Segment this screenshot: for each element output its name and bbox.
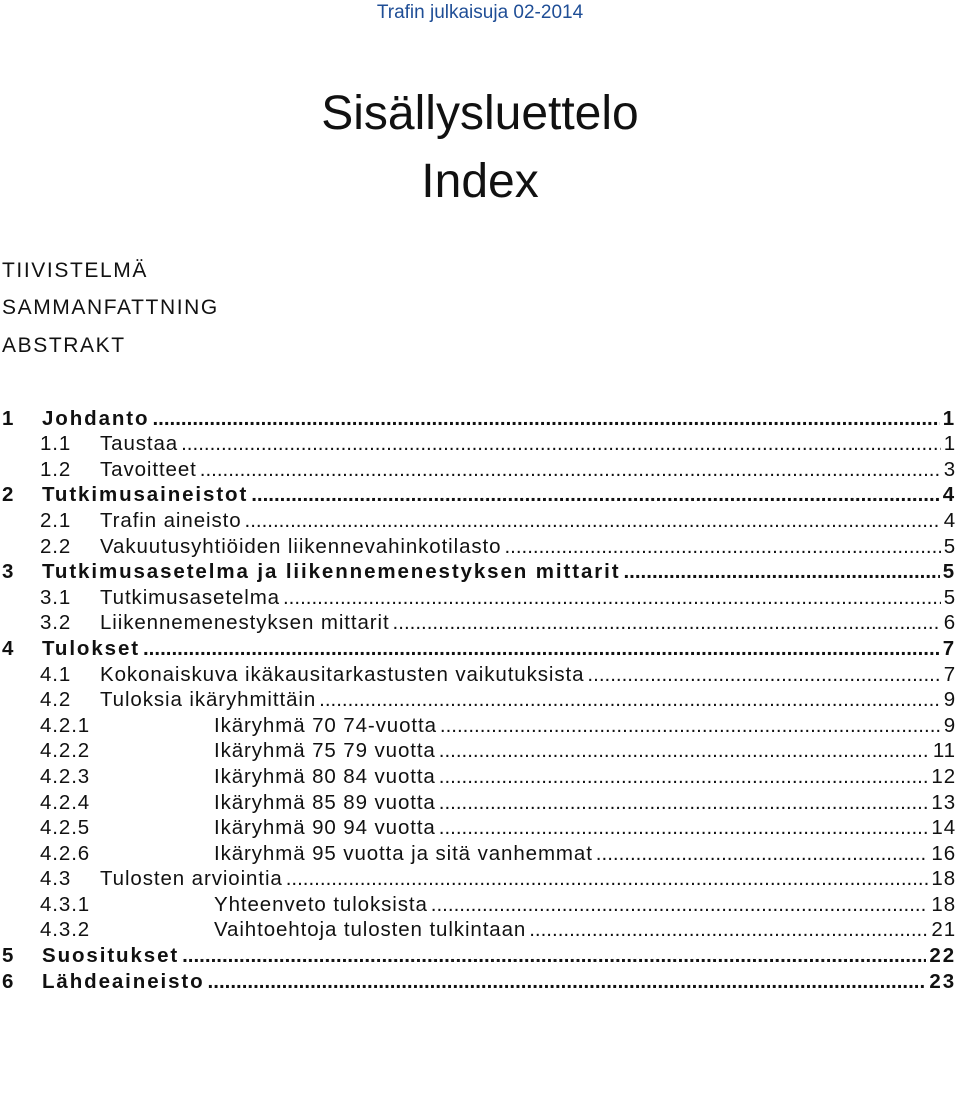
toc-entry[interactable] xyxy=(2,967,958,993)
toc-entry-number: 1.2 xyxy=(40,457,72,481)
toc-dot-leader xyxy=(245,510,941,532)
toc-entry-title: Lähdeaineisto xyxy=(42,969,205,993)
toc-dot-leader xyxy=(319,689,941,711)
toc-entry-title: Kokonaiskuva ikäkausitarkastusten vaikutuksista xyxy=(100,662,585,686)
toc-entry-number: 2 xyxy=(2,483,16,507)
toc-entry-number: 3.2 xyxy=(40,611,72,635)
toc-entry-page: 3 xyxy=(943,457,956,481)
toc-entry-number: 5 xyxy=(2,944,16,968)
toc-entry-title: Tutkimusasetelma ja liikennemenestyksen mittarit xyxy=(42,560,621,584)
toc-entry-page: 21 xyxy=(931,918,956,942)
toc-dot-leader xyxy=(431,894,929,916)
toc-entry-page: 7 xyxy=(943,662,956,686)
toc-entry-page: 1 xyxy=(942,406,956,430)
toc-dot-leader xyxy=(152,408,939,430)
front-matter-sammanfattning: SAMMANFATTNING xyxy=(2,296,219,319)
page-title: Sisällysluettelo xyxy=(321,87,639,140)
toc-dot-leader xyxy=(596,843,929,865)
toc-entry[interactable] xyxy=(2,865,958,891)
toc-dot-leader xyxy=(143,638,940,660)
toc-entry[interactable] xyxy=(2,660,958,686)
toc-entry[interactable] xyxy=(2,839,958,865)
toc-entry-number: 4.2.6 xyxy=(40,841,91,865)
toc-entry-page: 6 xyxy=(943,611,956,635)
toc-dot-leader xyxy=(439,740,930,762)
toc-entry-page: 12 xyxy=(931,764,956,788)
toc-entry-title: Tuloksia ikäryhmittäin xyxy=(100,688,317,712)
toc-entry-number: 3 xyxy=(2,560,16,584)
toc-entry[interactable] xyxy=(2,916,958,942)
toc-dot-leader xyxy=(529,919,928,941)
toc-dot-leader xyxy=(623,561,939,583)
toc-entry-number: 4.2.1 xyxy=(40,713,91,737)
toc-entry-title: Tulokset xyxy=(42,636,140,660)
toc-dot-leader xyxy=(439,817,929,839)
toc-entry-title: Tulosten arviointia xyxy=(100,867,283,891)
toc-entry-number: 2.2 xyxy=(40,534,72,558)
toc-entry-page: 23 xyxy=(929,969,956,993)
toc-entry-number: 1 xyxy=(2,406,16,430)
toc-entry-title: Trafin aineisto xyxy=(100,508,242,532)
toc-entry-title: Ikäryhmä 95 vuotta ja sitä vanhemmat xyxy=(214,841,593,865)
toc-entry[interactable] xyxy=(2,404,958,430)
toc-entry-title: Vakuutusyhtiöiden liikennevahinkotilasto xyxy=(100,534,502,558)
toc-entry-page: 5 xyxy=(943,534,956,558)
toc-entry-title: Ikäryhmä 90 94 vuotta xyxy=(214,816,436,840)
toc-entry-page: 4 xyxy=(942,483,956,507)
toc-entry[interactable] xyxy=(2,788,958,814)
toc-entry[interactable] xyxy=(2,737,958,763)
toc-entry-title: Tutkimusasetelma xyxy=(100,585,280,609)
toc-dot-leader xyxy=(587,664,940,686)
toc-entry-title: Vaihtoehtoja tulosten tulkintaan xyxy=(214,918,527,942)
toc-entry[interactable] xyxy=(2,558,958,584)
toc-entry-page: 5 xyxy=(943,585,956,609)
toc-entry-title: Suositukset xyxy=(42,944,180,968)
toc-entry-number: 4.1 xyxy=(40,662,72,686)
toc-entry[interactable] xyxy=(2,890,958,916)
toc-entry-title: Ikäryhmä 75 79 vuotta xyxy=(214,739,436,763)
front-matter-tiivistelma: TIIVISTELMÄ xyxy=(2,259,148,282)
toc-entry[interactable] xyxy=(2,583,958,609)
toc-entry[interactable] xyxy=(2,711,958,737)
toc-entry-page: 13 xyxy=(931,790,956,814)
toc-entry[interactable] xyxy=(2,532,958,558)
toc-entry[interactable] xyxy=(2,686,958,712)
toc-dot-leader xyxy=(440,715,941,737)
toc-entry-title: Ikäryhmä 85 89 vuotta xyxy=(214,790,436,814)
toc-dot-leader xyxy=(393,612,941,634)
toc-entry-title: Taustaa xyxy=(100,432,179,456)
publication-header: Trafin julkaisuja 02-2014 xyxy=(376,2,584,23)
toc-entry-title: Ikäryhmä 80 84 vuotta xyxy=(214,764,436,788)
toc-entry-number: 4.2.4 xyxy=(40,790,91,814)
toc-entry-title: Yhteenveto tuloksista xyxy=(214,892,428,916)
toc-entry-number: 1.1 xyxy=(40,432,72,456)
toc-entry-title: Ikäryhmä 70 74-vuotta xyxy=(214,713,437,737)
toc-entry-number: 4.3.2 xyxy=(40,918,91,942)
toc-entry-page: 18 xyxy=(931,892,956,916)
toc-entry[interactable] xyxy=(2,506,958,532)
toc-entry-number: 4.2 xyxy=(40,688,72,712)
toc-entry-number: 4.3 xyxy=(40,867,72,891)
toc-entry-number: 3.1 xyxy=(40,585,72,609)
toc-dot-leader xyxy=(182,945,926,967)
table-of-contents xyxy=(2,404,958,993)
toc-entry[interactable] xyxy=(2,430,958,456)
toc-entry-title: Johdanto xyxy=(42,406,150,430)
toc-entry-page: 14 xyxy=(931,816,956,840)
toc-entry-number: 4.3.1 xyxy=(40,892,91,916)
toc-entry-page: 9 xyxy=(943,688,956,712)
toc-entry-number: 4.2.3 xyxy=(40,764,91,788)
toc-entry[interactable] xyxy=(2,634,958,660)
toc-dot-leader xyxy=(208,971,927,993)
toc-entry[interactable] xyxy=(2,609,958,635)
toc-entry-page: 5 xyxy=(942,560,956,584)
front-matter-abstrakt: ABSTRAKT xyxy=(2,334,126,357)
toc-dot-leader xyxy=(439,766,929,788)
toc-entry-title: Liikennemenestyksen mittarit xyxy=(100,611,390,635)
toc-dot-leader xyxy=(283,587,941,609)
toc-entry-title: Tutkimusaineistot xyxy=(42,483,249,507)
toc-entry-page: 4 xyxy=(943,508,956,532)
toc-entry[interactable] xyxy=(2,481,958,507)
toc-entry-page: 7 xyxy=(942,636,956,660)
toc-entry-number: 4 xyxy=(2,636,16,660)
toc-dot-leader xyxy=(286,868,929,890)
toc-dot-leader xyxy=(251,484,939,506)
toc-entry-page: 16 xyxy=(931,841,956,865)
toc-dot-leader xyxy=(439,792,929,814)
toc-entry[interactable] xyxy=(2,814,958,840)
toc-entry-number: 6 xyxy=(2,969,16,993)
toc-entry[interactable] xyxy=(2,941,958,967)
toc-entry-page: 11 xyxy=(932,739,956,763)
toc-entry-page: 18 xyxy=(931,867,956,891)
toc-dot-leader xyxy=(200,459,941,481)
toc-entry-page: 22 xyxy=(929,944,956,968)
toc-entry[interactable] xyxy=(2,762,958,788)
toc-entry-number: 2.1 xyxy=(40,508,72,532)
toc-entry-number: 4.2.2 xyxy=(40,739,91,763)
toc-entry-page: 9 xyxy=(943,713,956,737)
toc-entry-page: 1 xyxy=(943,432,956,456)
toc-entry-title: Tavoitteet xyxy=(100,457,197,481)
page-subtitle: Index xyxy=(421,155,539,208)
toc-entry[interactable] xyxy=(2,455,958,481)
toc-dot-leader xyxy=(504,536,940,558)
toc-entry-number: 4.2.5 xyxy=(40,816,91,840)
toc-dot-leader xyxy=(181,433,941,455)
